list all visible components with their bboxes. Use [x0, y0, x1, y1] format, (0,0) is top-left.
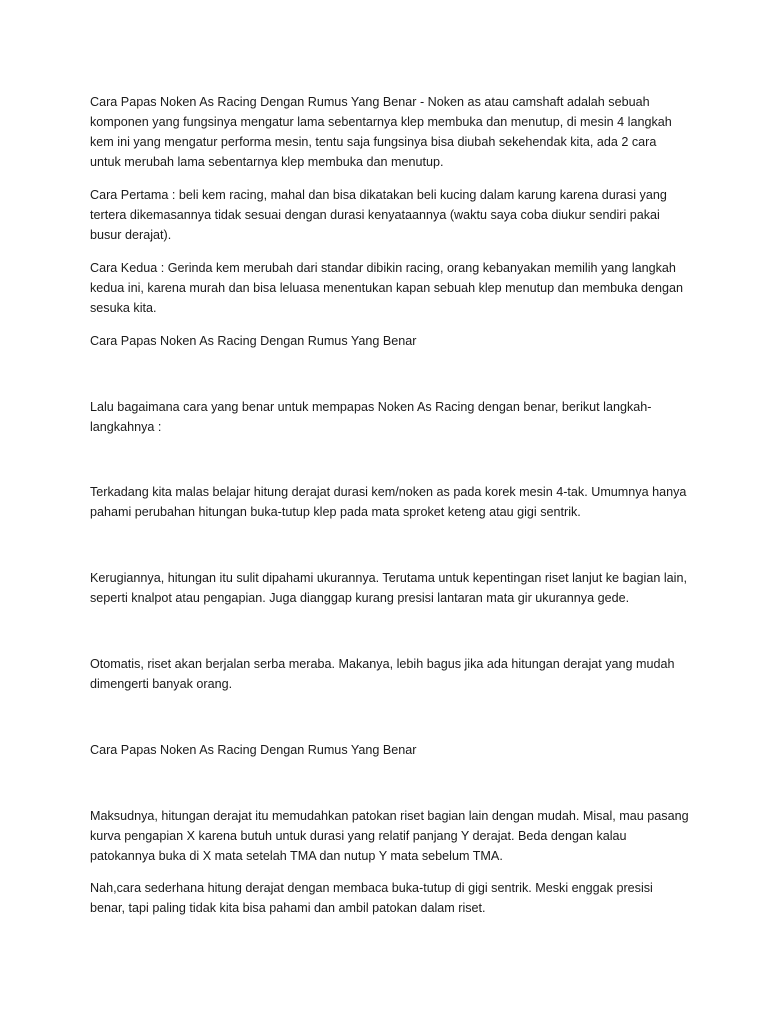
paragraph-intro: Cara Papas Noken As Racing Dengan Rumus Yang Benar - Noken as atau camshaft adalah sebuah komponen yang fungsinya mengatur lama sebentarnya klep membuka dan menutup, di mesin 4 langkah kem ini yang mengatur performa mesin, tentu saja fungsinya bisa diubah sekehendak kita, ada 2 cara untuk merubah lama sebentarnya klep membuka dan menutup. — [90, 95, 672, 169]
paragraph-nah: Nah,cara sederhana hitung derajat dengan membaca buka-tutup di gigi sentrik. Meski enggak presisi benar, tapi paling tidak kita bisa pahami dan ambil patokan dalam riset. — [90, 881, 653, 915]
paragraph-maksudnya: Maksudnya, hitungan derajat itu memudahkan patokan riset bagian lain dengan mudah. Misal, mau pasang kurva pengapian X karena butuh untuk durasi yang relatif panjang Y derajat. Beda dengan kalau patokannya buka di X mata setelah TMA dan nutup Y mata sebelum TMA. — [90, 809, 689, 863]
paragraph-cara-kedua: Cara Kedua : Gerinda kem merubah dari standar dibikin racing, orang kebanyakan memilih yang langkah kedua ini, karena murah dan bisa leluasa menentukan kapan sebuah klep menutup dan membuka dengan sesuka kita. — [90, 261, 684, 315]
paragraph-heading-1: Cara Papas Noken As Racing Dengan Rumus Yang Benar — [90, 334, 417, 348]
paragraph-kerugian: Kerugiannya, hitungan itu sulit dipahami ukurannya. Terutama untuk kepentingan riset lanjut ke bagian lain, seperti knalpot atau pengapian. Juga dianggap kurang presisi lantaran mata gir ukurannya gede. — [90, 571, 687, 605]
paragraph-terkadang: Terkadang kita malas belajar hitung derajat durasi kem/noken as pada korek mesin 4-tak. Umumnya hanya pahami perubahan hitungan buka-tutup klep pada mata sproket keteng atau gigi sentrik. — [90, 485, 687, 519]
paragraph-cara-pertama: Cara Pertama : beli kem racing, mahal dan bisa dikatakan beli kucing dalam karung karena durasi yang tertera dikemasannya tidak sesuai dengan durasi kenyataannya (waktu saya coba diukur sendiri pakai busur derajat). — [90, 188, 667, 242]
paragraph-heading-2: Cara Papas Noken As Racing Dengan Rumus Yang Benar — [90, 743, 417, 757]
paragraph-otomatis: Otomatis, riset akan berjalan serba meraba. Makanya, lebih bagus jika ada hitungan derajat yang mudah dimengerti banyak orang. — [90, 657, 675, 691]
paragraph-langkah: Lalu bagaimana cara yang benar untuk mempapas Noken As Racing dengan benar, berikut langkah-langkahnya : — [90, 400, 652, 434]
